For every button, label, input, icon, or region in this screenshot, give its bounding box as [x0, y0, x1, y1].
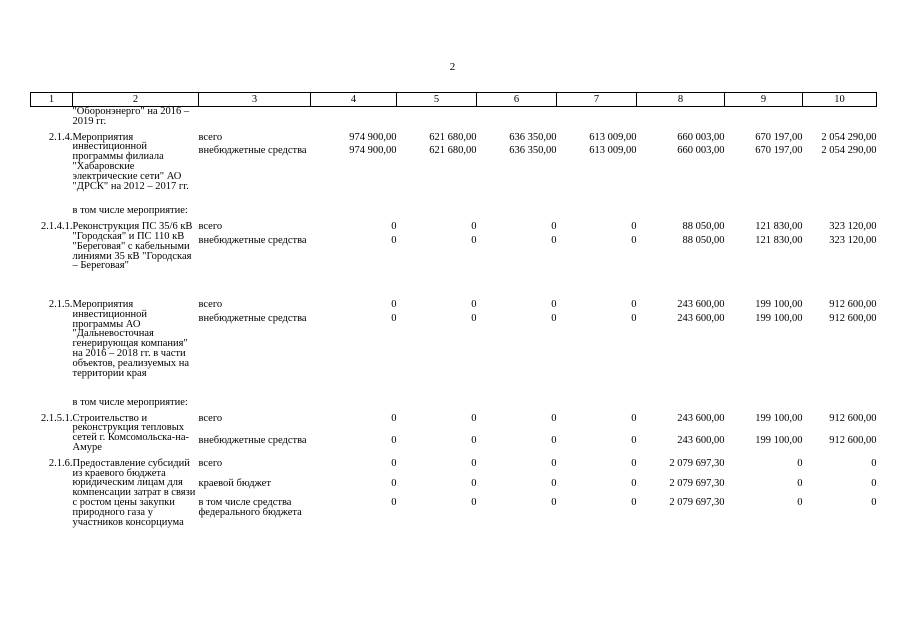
funding-source: внебюджетные средства: [198, 312, 307, 324]
value-cell: 0: [391, 221, 397, 233]
value-cell: 912 600,00: [829, 298, 877, 310]
value-cell: 243 600,00: [677, 434, 725, 446]
funding-source: внебюджетные средства: [198, 234, 307, 246]
value-cell: 0: [391, 497, 397, 509]
value-cell: 0: [631, 312, 637, 324]
value-cell: 636 350,00: [509, 131, 557, 143]
item-code: 2.1.5.: [48, 298, 73, 310]
value-cell: 199 100,00: [755, 298, 803, 310]
value-cell: 660 003,00: [677, 131, 725, 143]
table-row: [31, 216, 877, 232]
value-cell: 0: [797, 497, 803, 509]
value-cell: 2 079 697,30: [669, 477, 725, 489]
value-cell: 0: [551, 497, 557, 509]
header-cell: 9: [725, 93, 803, 107]
header-cell: 8: [637, 93, 725, 107]
value-cell: 0: [551, 312, 557, 324]
value-cell: 0: [551, 298, 557, 310]
funding-source: всего: [198, 298, 223, 310]
value-cell: 199 100,00: [755, 312, 803, 324]
value-cell: 243 600,00: [677, 298, 725, 310]
value-cell: 0: [871, 497, 877, 509]
value-cell: 121 830,00: [755, 221, 803, 233]
page-number: 2: [449, 61, 456, 73]
value-cell: 0: [551, 457, 557, 469]
table-row: [31, 453, 877, 475]
value-cell: 613 009,00: [589, 145, 637, 157]
value-cell: 0: [631, 457, 637, 469]
item-code: 2.1.4.: [48, 131, 73, 143]
value-cell: 0: [797, 477, 803, 489]
funding-source: всего: [198, 131, 223, 143]
funding-source: всего: [198, 221, 223, 233]
header-cell: 3: [199, 93, 311, 107]
value-cell: 974 900,00: [349, 145, 397, 157]
value-cell: 912 600,00: [829, 412, 877, 424]
value-cell: 199 100,00: [755, 434, 803, 446]
value-cell: 2 054 290,00: [821, 145, 877, 157]
value-cell: 0: [631, 434, 637, 446]
item-code: 2.1.5.1.: [41, 412, 73, 424]
value-cell: 0: [551, 434, 557, 446]
value-cell: 0: [631, 298, 637, 310]
value-cell: 621 680,00: [429, 145, 477, 157]
value-cell: 0: [471, 434, 477, 446]
value-cell: 912 600,00: [829, 434, 877, 446]
value-cell: 0: [471, 234, 477, 246]
value-cell: 0: [471, 298, 477, 310]
header-cell: 4: [311, 93, 397, 107]
value-cell: 0: [631, 234, 637, 246]
sub-note: в том числе мероприятие:: [72, 205, 188, 217]
header-cell: 7: [557, 93, 637, 107]
note-row: [31, 204, 877, 216]
value-cell: 2 054 290,00: [821, 131, 877, 143]
value-cell: 243 600,00: [677, 312, 725, 324]
continuation-row: [31, 107, 877, 127]
header-cell: 2: [73, 93, 199, 107]
header-cell: 5: [397, 93, 477, 107]
value-cell: 0: [471, 477, 477, 489]
value-cell: 0: [631, 497, 637, 509]
item-name: Строительство и реконструкция тепловых сетей г. Комсомольска-на-Амуре: [72, 412, 190, 453]
value-cell: 323 120,00: [829, 221, 877, 233]
value-cell: 243 600,00: [677, 412, 725, 424]
value-cell: 0: [871, 457, 877, 469]
value-cell: 0: [391, 477, 397, 489]
value-cell: 0: [391, 457, 397, 469]
value-cell: 613 009,00: [589, 131, 637, 143]
value-cell: 912 600,00: [829, 312, 877, 324]
value-cell: 0: [631, 221, 637, 233]
value-cell: 0: [551, 477, 557, 489]
value-cell: 0: [551, 234, 557, 246]
item-name: Реконструкция ПС 35/6 кВ "Городская" и ПС 110 кВ "Береговая" с кабельными линиями 35 кВ "Городская – Береговая": [72, 221, 193, 272]
value-cell: 660 003,00: [677, 145, 725, 157]
value-cell: 0: [551, 412, 557, 424]
funding-source: всего: [198, 412, 223, 424]
value-cell: 0: [391, 434, 397, 446]
header-cell: 1: [31, 93, 73, 107]
sub-note: в том числе мероприятие:: [72, 396, 188, 408]
item-name: Предоставление субсидий из краевого бюджета юридическим лицам для компенсации затрат в связи с ростом цены закупки природного газа у участников консорциума: [72, 457, 196, 528]
item-code: 2.1.6.: [48, 457, 73, 469]
value-cell: 621 680,00: [429, 131, 477, 143]
value-cell: 0: [631, 477, 637, 489]
item-name: Мероприятия инвестиционной программы АО "Дальневосточная генерирующая компания" на 2016 – 2018 гг. в части объектов, реализуемых на территории края: [72, 298, 189, 379]
table-row: [31, 127, 877, 143]
header-cell: 10: [803, 93, 877, 107]
value-cell: 636 350,00: [509, 145, 557, 157]
funding-source: внебюджетные средства: [198, 145, 307, 157]
table-row: [31, 294, 877, 310]
value-cell: 323 120,00: [829, 234, 877, 246]
value-cell: 0: [551, 221, 557, 233]
header-row: [31, 93, 877, 107]
note-row: [31, 396, 877, 408]
value-cell: 974 900,00: [349, 131, 397, 143]
funding-source: в том числе средства федерального бюджета: [198, 497, 302, 519]
item-name: "Оборонэнерго" на 2016 – 2019 гг.: [72, 106, 190, 127]
funding-source: всего: [198, 457, 223, 469]
value-cell: 0: [471, 457, 477, 469]
value-cell: 0: [631, 412, 637, 424]
value-cell: 199 100,00: [755, 412, 803, 424]
value-cell: 2 079 697,30: [669, 457, 725, 469]
item-name: Мероприятия инвестиционной программы филиала "Хабаровские электрические сети" АО "ДРСК" на 2012 – 2017 гг.: [72, 131, 189, 192]
header-cell: 6: [477, 93, 557, 107]
value-cell: 88 050,00: [682, 221, 725, 233]
budget-table: [30, 92, 877, 527]
value-cell: 0: [471, 312, 477, 324]
value-cell: 88 050,00: [682, 234, 725, 246]
funding-source: краевой бюджет: [198, 477, 271, 489]
value-cell: 0: [391, 298, 397, 310]
value-cell: 2 079 697,30: [669, 497, 725, 509]
value-cell: 670 197,00: [755, 131, 803, 143]
value-cell: 0: [471, 221, 477, 233]
value-cell: 0: [797, 457, 803, 469]
table-row: [31, 408, 877, 432]
item-code: 2.1.4.1.: [41, 221, 73, 233]
value-cell: 0: [391, 234, 397, 246]
value-cell: 0: [871, 477, 877, 489]
value-cell: 121 830,00: [755, 234, 803, 246]
value-cell: 670 197,00: [755, 145, 803, 157]
value-cell: 0: [471, 412, 477, 424]
funding-source: внебюджетные средства: [198, 434, 307, 446]
value-cell: 0: [391, 312, 397, 324]
value-cell: 0: [391, 412, 397, 424]
value-cell: 0: [471, 497, 477, 509]
